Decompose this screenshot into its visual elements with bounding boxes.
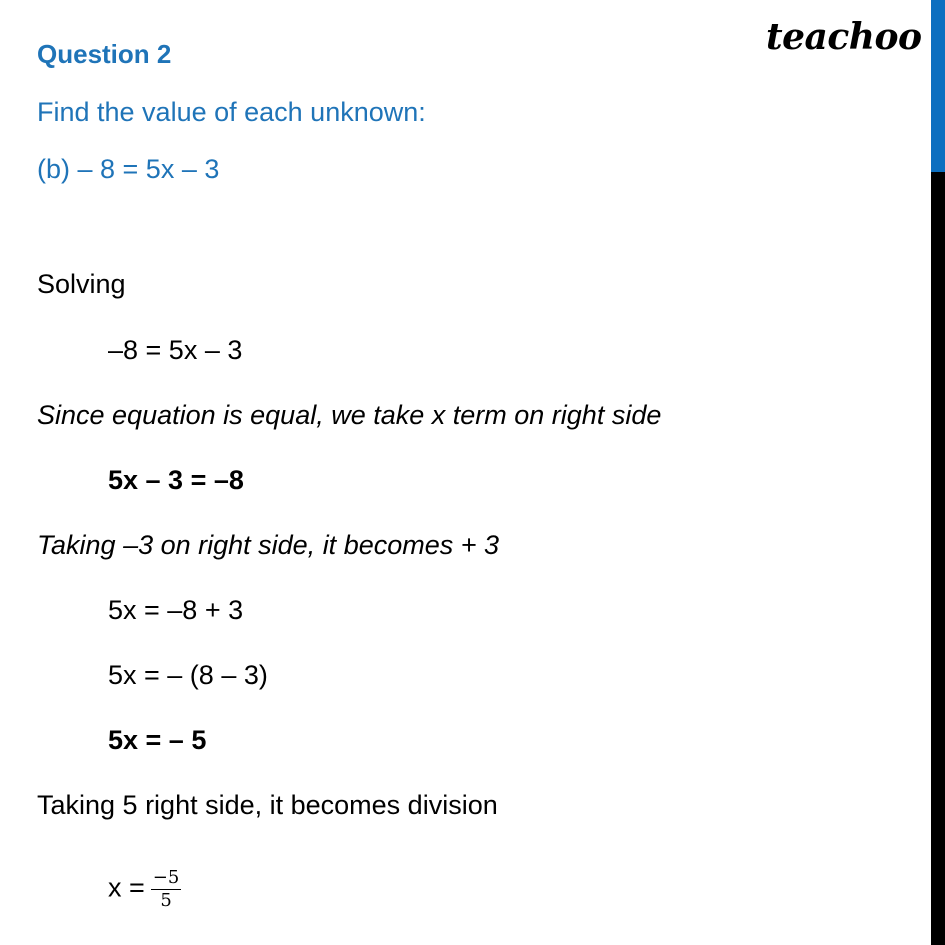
equation-step-3: 5x = –8 + 3 [108,595,244,625]
equation-step-2: 5x – 3 = –8 [108,465,244,495]
accent-bar-black [931,172,945,945]
explanation-note-2: Taking –3 on right side, it becomes + 3 [37,530,500,560]
fraction [151,868,182,911]
fraction-denominator: 5 [160,890,172,911]
final-lhs: x = [108,872,145,903]
equation-step-1: –8 = 5x – 3 [108,335,243,365]
fraction-numerator: −5 [152,867,180,888]
teachoo-logo: teachoo [766,16,922,58]
question-part: (b) – 8 = 5x – 3 [37,154,220,184]
final-equation [108,868,181,911]
accent-bar-blue [931,0,945,172]
question-title: Question 2 [37,39,172,69]
equation-step-5: 5x = – 5 [108,725,207,755]
question-prompt: Find the value of each unknown: [37,97,426,127]
explanation-note-1: Since equation is equal, we take x term on right side [37,400,662,430]
explanation-note-3: Taking 5 right side, it becomes division [37,790,498,820]
solution-heading: Solving [37,269,126,299]
equation-step-4: 5x = – (8 – 3) [108,660,268,690]
